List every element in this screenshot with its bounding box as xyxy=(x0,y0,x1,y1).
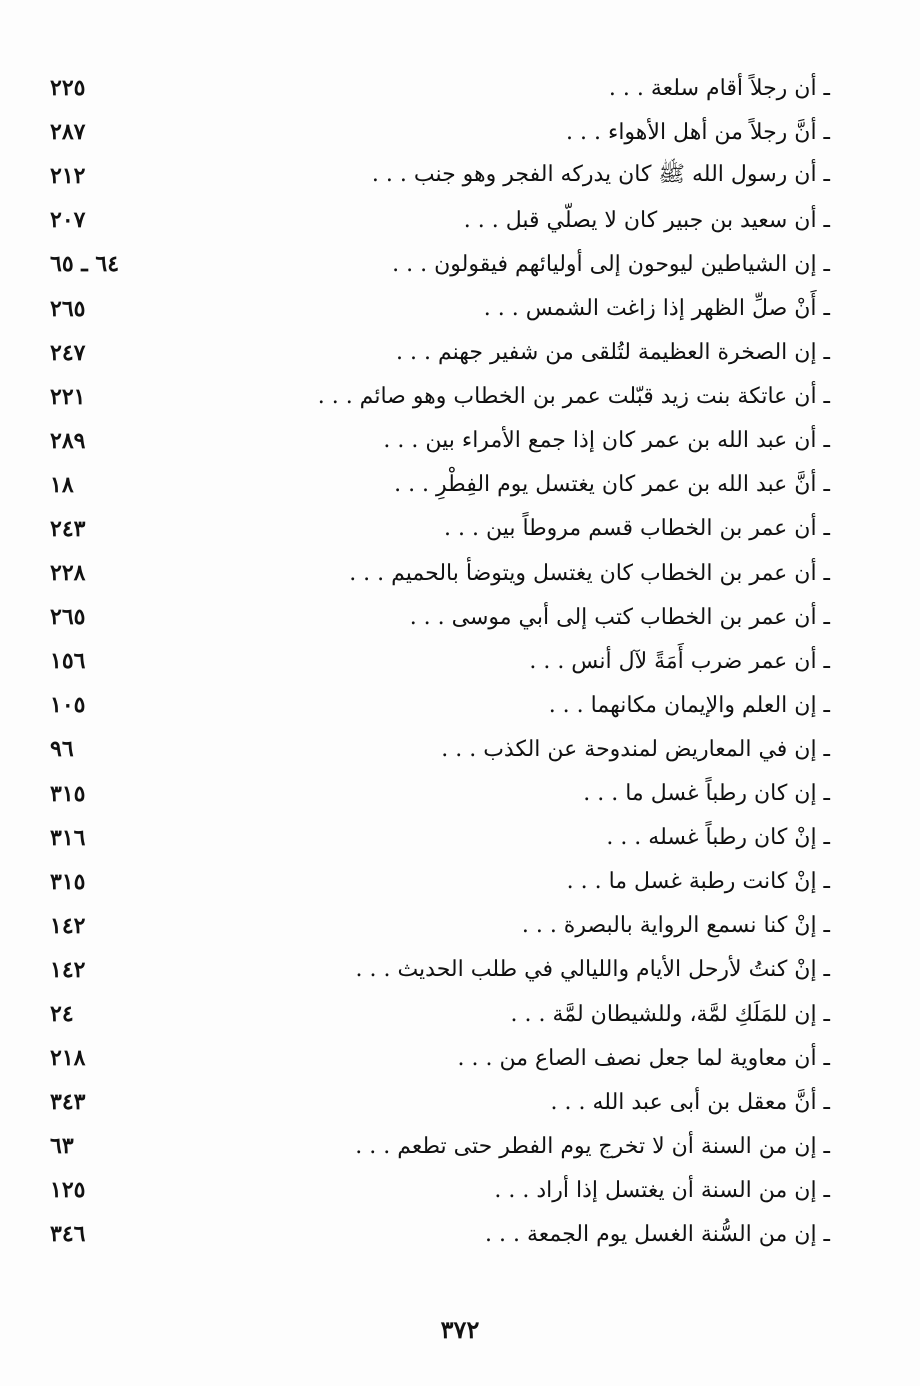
entry-page-ref: ٢٦٥ xyxy=(50,295,86,322)
entry-text: ـ إن الشياطين ليوحون إلى أوليائهم فيقولون . . . xyxy=(392,251,830,277)
index-entry xyxy=(40,1036,830,1080)
index-entry xyxy=(40,948,830,992)
entry-page-ref: ٢٦٥ xyxy=(50,604,86,631)
entry-page-ref: ٢٤ xyxy=(50,1001,74,1028)
footer-page-number: ٣٧٢ xyxy=(440,1315,480,1344)
entry-page-ref: ٦٣ xyxy=(50,1133,74,1160)
entry-text: ـ إنْ كان رطباً غسله . . . xyxy=(606,825,830,851)
entry-text: ـ إن من السُّنة الغسل يوم الجمعة . . . xyxy=(484,1221,830,1247)
entry-text: ـ إن العلم والإيمان مكانهما . . . xyxy=(548,692,830,718)
entry-page-ref: ١٨ xyxy=(50,471,74,498)
index-entry xyxy=(40,110,830,154)
index-entry xyxy=(40,595,830,639)
entry-text: ـ إن للمَلَكِ لمَّة، وللشيطان لمَّة . . . xyxy=(510,1001,830,1027)
entry-text: ـ أن رجلاً أقام سلعة . . . xyxy=(608,75,830,101)
index-entry xyxy=(40,154,830,198)
entry-page-ref: ٣١٦ xyxy=(50,824,86,851)
entry-text: ـ إن في المعاريض لمندوحة عن الكذب . . . xyxy=(441,736,830,762)
index-entry xyxy=(40,419,830,463)
entry-page-ref: ٣١٥ xyxy=(50,868,86,895)
entry-page-ref: ٢٨٧ xyxy=(50,119,86,146)
entry-text: ـ أن عمر بن الخطاب قسم مروطاً بين . . . xyxy=(443,516,830,542)
entry-page-ref: ٢٤٧ xyxy=(50,339,86,366)
index-entry xyxy=(40,816,830,860)
index-entry xyxy=(40,331,830,375)
index-entry xyxy=(40,1212,830,1256)
entry-text: ـ أن سعيد بن جبير كان لا يصلّي قبل . . . xyxy=(463,207,830,233)
entry-text: ـ إنْ كانت رطبة غسل ما . . . xyxy=(566,869,830,895)
entry-page-ref: ١٠٥ xyxy=(50,692,86,719)
index-entry xyxy=(40,992,830,1036)
entry-page-ref: ٢٢١ xyxy=(50,383,86,410)
entry-page-ref: ٢٢٥ xyxy=(50,75,86,102)
index-entry xyxy=(40,1168,830,1212)
entry-text: ـ إن من السنة أن يغتسل إذا أراد . . . xyxy=(494,1177,830,1203)
entry-text: ـ إن الصخرة العظيمة لتُلقى من شفير جهنم . . . xyxy=(396,340,830,366)
entry-page-ref: ٢١٨ xyxy=(50,1045,86,1072)
entry-text: ـ أَنْ صلِّ الظهر إذا زاغت الشمس . . . xyxy=(483,296,830,322)
entry-page-ref: ٩٦ xyxy=(50,736,74,763)
index-entry xyxy=(40,860,830,904)
entry-page-ref: ٣١٥ xyxy=(50,780,86,807)
index-entry xyxy=(40,286,830,330)
entry-page-ref: ٢١٢ xyxy=(50,163,86,190)
entry-page-ref: ١٤٢ xyxy=(50,912,86,939)
entry-text: ـ أن عمر بن الخطاب كان يغتسل ويتوضأ بالحميم . . . xyxy=(349,560,830,586)
entry-page-ref: ٣٤٣ xyxy=(50,1089,86,1116)
index-entry xyxy=(40,683,830,727)
entry-text: ـ إنْ كنتُ لأرحل الأيام والليالي في طلب الحديث . . . xyxy=(355,957,830,983)
entry-page-ref: ١٥٦ xyxy=(50,648,86,675)
entry-page-ref: ٢٢٨ xyxy=(50,560,86,587)
index-entry xyxy=(40,507,830,551)
entry-text: ـ أن عبد الله بن عمر كان إذا جمع الأمراء بين . . . xyxy=(383,428,830,454)
entry-text: ـ أن عاتكة بنت زيد قبّلت عمر بن الخطاب وهو صائم . . . xyxy=(317,384,830,410)
entry-page-ref: ٢٠٧ xyxy=(50,207,86,234)
entry-page-ref: ١٤٢ xyxy=(50,956,86,983)
entry-page-ref: ١٢٥ xyxy=(50,1177,86,1204)
index-entry xyxy=(40,639,830,683)
entry-text: ـ إنْ كنا نسمع الرواية بالبصرة . . . xyxy=(521,913,830,939)
entry-text: ـ إن من السنة أن لا تخرج يوم الفطر حتى تطعم . . . xyxy=(355,1133,830,1159)
hadith-index-list xyxy=(40,66,830,1256)
index-entry xyxy=(40,242,830,286)
index-entry xyxy=(40,551,830,595)
index-entry xyxy=(40,375,830,419)
index-entry xyxy=(40,904,830,948)
entry-page-ref: ٢٨٩ xyxy=(50,427,86,454)
entry-text: ـ إن كان رطباً غسل ما . . . xyxy=(583,781,830,807)
index-entry xyxy=(40,1080,830,1124)
entry-text: ـ أن عمر ضرب أَمَةً لآل أنس . . . xyxy=(529,648,830,674)
entry-text: ـ أن رسول الله ﷺ كان يدركه الفجر وهو جنب . . . xyxy=(371,162,830,188)
entry-text: ـ أن معاوية لما جعل نصف الصاع من . . . xyxy=(457,1045,830,1071)
index-entry xyxy=(40,772,830,816)
entry-page-ref: ٦٤ ـ ٦٥ xyxy=(50,251,120,278)
index-entry xyxy=(40,727,830,771)
entry-text: ـ أنَّ عبد الله بن عمر كان يغتسل يوم الفِطْرِ . . . xyxy=(394,472,830,498)
entry-text: ـ أنَّ رجلاً من أهل الأهواء . . . xyxy=(566,119,830,145)
entry-page-ref: ٣٤٦ xyxy=(50,1221,86,1248)
index-entry xyxy=(40,463,830,507)
index-entry xyxy=(40,1124,830,1168)
entry-text: ـ أنَّ معقل بن أبى عبد الله . . . xyxy=(550,1089,830,1115)
entry-page-ref: ٢٤٣ xyxy=(50,515,86,542)
index-entry xyxy=(40,66,830,110)
index-entry xyxy=(40,198,830,242)
entry-text: ـ أن عمر بن الخطاب كتب إلى أبي موسى . . . xyxy=(409,604,830,630)
